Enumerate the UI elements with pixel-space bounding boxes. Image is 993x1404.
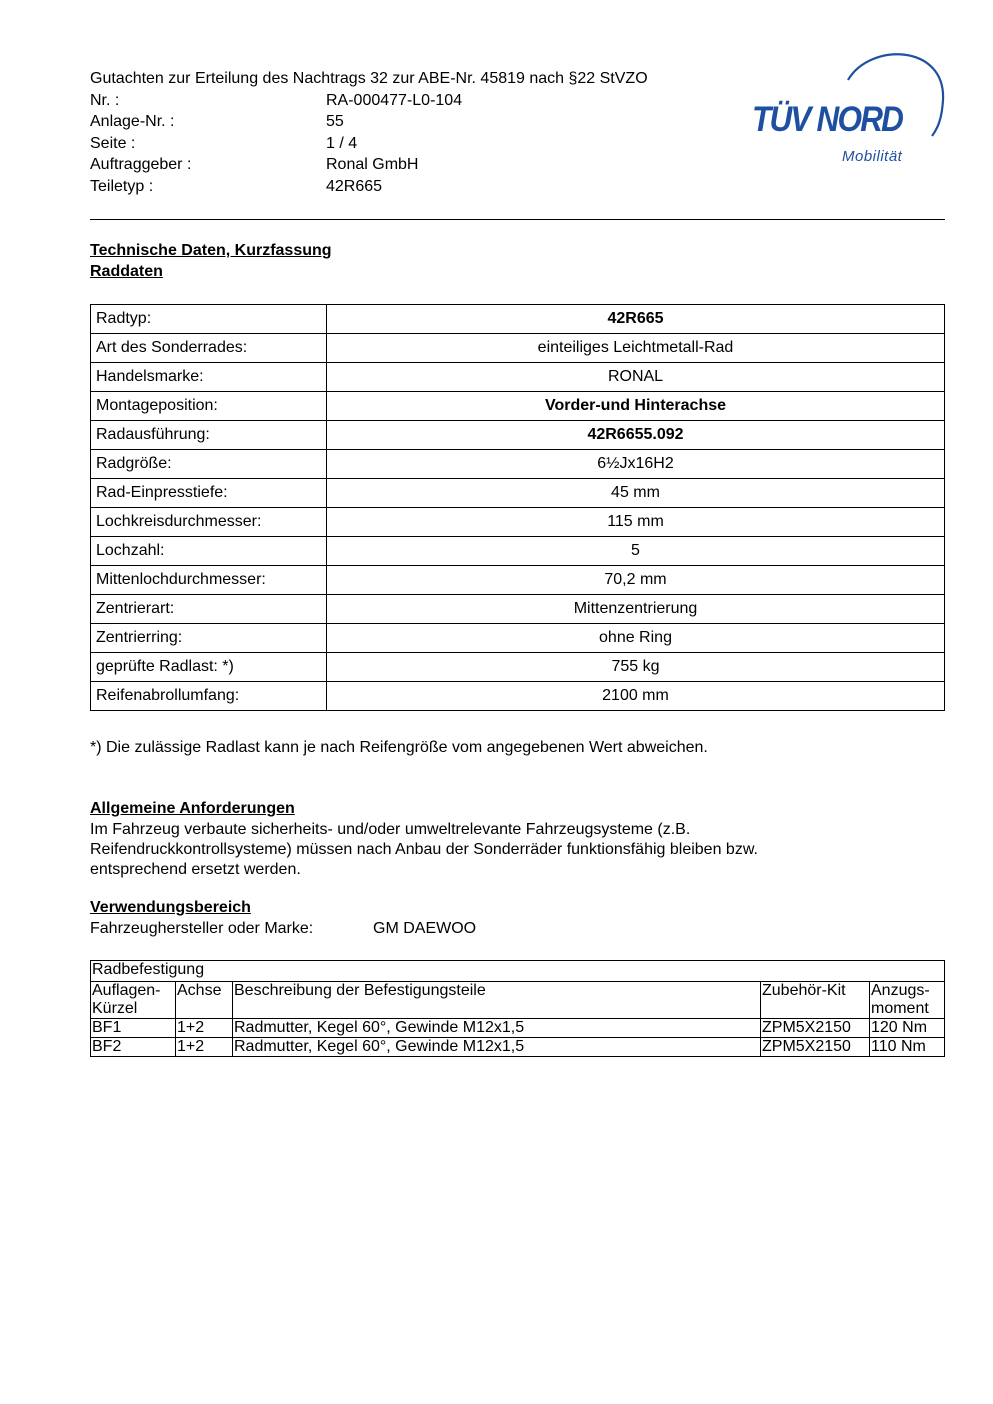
header-row-anlage — [90, 111, 740, 133]
section-title-raddaten: Raddaten — [90, 263, 163, 280]
table-cell-label: Radausführung: — [91, 421, 327, 450]
table-cell-value: 70,2 mm — [327, 566, 945, 595]
cell-beschreibung: Radmutter, Kegel 60°, Gewinde M12x1,5 — [233, 1038, 761, 1057]
table-cell-label: Lochkreisdurchmesser: — [91, 508, 327, 537]
table-row — [91, 682, 945, 711]
table-row — [91, 450, 945, 479]
logo-subtitle: Mobilität — [842, 148, 903, 165]
header-row-teiletyp — [90, 176, 740, 198]
header-row-auftraggeber — [90, 154, 740, 176]
table-cell-label: geprüfte Radlast: *) — [91, 653, 327, 682]
header-value: 42R665 — [326, 177, 383, 195]
paragraph-line: Im Fahrzeug verbaute sicherheits- und/oder umweltrelevante Fahrzeugsysteme (z.B. — [90, 821, 691, 838]
header-line: Kürzel — [92, 1000, 138, 1017]
table-cell-label: Reifenabrollumfang: — [91, 682, 327, 711]
table-row — [91, 305, 945, 334]
manufacturer-label: Fahrzeughersteller oder Marke: — [90, 920, 314, 937]
table-cell-label: Lochzahl: — [91, 537, 327, 566]
footnote: *) Die zulässige Radlast kann je nach Reifengröße vom angegebenen Wert abweichen. — [90, 739, 708, 756]
header-value: RA-000477-L0-104 — [326, 91, 463, 109]
header-line: moment — [871, 1000, 929, 1017]
header-label: Teiletyp : — [90, 177, 154, 195]
column-header-moment — [870, 982, 945, 1019]
paragraph-line: entsprechend ersetzt werden. — [90, 861, 301, 878]
table-cell-label: Handelsmarke: — [91, 363, 327, 392]
table-cell-value: einteiliges Leichtmetall-Rad — [327, 334, 945, 363]
table-row — [91, 334, 945, 363]
document-header — [90, 68, 740, 198]
cell-kit: ZPM5X2150 — [761, 1038, 870, 1057]
header-label: Anlage-Nr. : — [90, 113, 175, 131]
cell-beschreibung: Radmutter, Kegel 60°, Gewinde M12x1,5 — [233, 1019, 761, 1038]
table-row — [91, 595, 945, 624]
table-title-row — [91, 961, 945, 982]
table-row — [91, 479, 945, 508]
section-title-verwendungsbereich: Verwendungsbereich — [90, 899, 251, 916]
table-row — [91, 566, 945, 595]
allgemeine-anforderungen-text — [90, 820, 950, 880]
header-label: Seite : — [90, 134, 136, 152]
paragraph-line: Reifendruckkontrollsysteme) müssen nach Anbau der Sonderräder funktionsfähig bleiben bzw. — [90, 841, 758, 858]
header-value: 55 — [326, 113, 344, 131]
table-row — [91, 421, 945, 450]
table-cell-label: Zentrierart: — [91, 595, 327, 624]
cell-kuerzel: BF1 — [91, 1019, 176, 1038]
table-cell-value: RONAL — [327, 363, 945, 392]
cell-kuerzel: BF2 — [91, 1038, 176, 1057]
section-title-allgemeine-anforderungen: Allgemeine Anforderungen — [90, 800, 295, 817]
cell-kit: ZPM5X2150 — [761, 1019, 870, 1038]
table-cell-value: ohne Ring — [327, 624, 945, 653]
table-row — [91, 1019, 945, 1038]
column-header-kit: Zubehör-Kit — [761, 982, 870, 1019]
table-row — [91, 508, 945, 537]
table-cell-value: 45 mm — [327, 479, 945, 508]
radbefestigung-table — [90, 960, 945, 1057]
raddaten-table — [90, 304, 945, 711]
table-cell-value: 755 kg — [327, 653, 945, 682]
table-cell-value: 6½Jx16H2 — [327, 450, 945, 479]
header-value: Ronal GmbH — [326, 156, 419, 174]
column-header-achse: Achse — [176, 982, 233, 1019]
table-cell-label: Radtyp: — [91, 305, 327, 334]
table-cell-label: Radgröße: — [91, 450, 327, 479]
logo-brand-text: TÜV NORD — [752, 100, 903, 139]
manufacturer-value: GM DAEWOO — [373, 920, 477, 937]
table-title: Radbefestigung — [91, 961, 945, 982]
cell-achse: 1+2 — [176, 1019, 233, 1038]
table-row — [91, 363, 945, 392]
column-header-kuerzel — [91, 982, 176, 1019]
cell-moment: 120 Nm — [870, 1019, 945, 1038]
table-cell-label: Montageposition: — [91, 392, 327, 421]
table-row — [91, 653, 945, 682]
header-row-nr — [90, 90, 740, 112]
table-cell-value: 42R665 — [327, 305, 945, 334]
header-label: Auftraggeber : — [90, 156, 192, 174]
header-line: Auflagen- — [92, 982, 161, 999]
table-cell-value: 2100 mm — [327, 682, 945, 711]
table-row — [91, 392, 945, 421]
table-cell-value: 42R6655.092 — [327, 421, 945, 450]
table-cell-value: 5 — [327, 537, 945, 566]
verwendungsbereich-row — [90, 920, 476, 938]
document-title: Gutachten zur Erteilung des Nachtrags 32 zur ABE-Nr. 45819 nach §22 StVZO — [90, 70, 648, 87]
table-row — [91, 1038, 945, 1057]
table-cell-value: 115 mm — [327, 508, 945, 537]
header-line: Anzugs- — [871, 982, 930, 999]
section-title-technische-daten: Technische Daten, Kurzfassung — [90, 242, 332, 259]
tuv-nord-logo — [750, 48, 950, 168]
table-header-row — [91, 982, 945, 1019]
table-cell-label: Zentrierring: — [91, 624, 327, 653]
cell-achse: 1+2 — [176, 1038, 233, 1057]
header-label: Nr. : — [90, 91, 120, 109]
cell-moment: 110 Nm — [870, 1038, 945, 1057]
table-row — [91, 537, 945, 566]
header-divider — [90, 219, 945, 220]
table-cell-value: Mittenzentrierung — [327, 595, 945, 624]
table-cell-label: Mittenlochdurchmesser: — [91, 566, 327, 595]
header-row-seite — [90, 133, 740, 155]
table-cell-value: Vorder-und Hinterachse — [327, 392, 945, 421]
column-header-beschreibung: Beschreibung der Befestigungsteile — [233, 982, 761, 1019]
header-value: 1 / 4 — [326, 134, 358, 152]
table-row — [91, 624, 945, 653]
table-cell-label: Rad-Einpresstiefe: — [91, 479, 327, 508]
table-cell-label: Art des Sonderrades: — [91, 334, 327, 363]
